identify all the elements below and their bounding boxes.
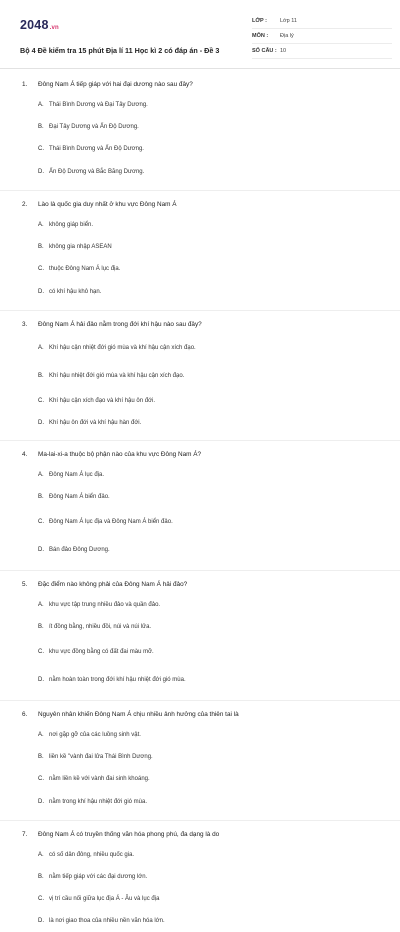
question-stem: [22, 580, 378, 594]
answer-option[interactable]: [38, 390, 210, 412]
answer-option[interactable]: [38, 281, 210, 304]
option-letter: A.: [38, 471, 44, 478]
option-text: Thái Bình Dương và Đại Tây Dương.: [49, 101, 148, 108]
answer-option[interactable]: [38, 746, 210, 768]
question-item: [22, 450, 378, 571]
question-separator: [0, 440, 400, 441]
meta-value: Lớp 11: [280, 18, 297, 24]
document-header: [20, 14, 382, 70]
option-letter: C.: [38, 648, 44, 655]
answer-option[interactable]: [38, 616, 210, 638]
option-text: Đại Tây Dương và Ấn Độ Dương.: [49, 123, 139, 130]
option-letter: D.: [38, 676, 44, 683]
question-text: Lào là quốc gia duy nhất ở khu vực Đông Nam Á: [38, 201, 177, 208]
answer-option[interactable]: [38, 486, 210, 508]
option-letter: C.: [38, 518, 44, 525]
option-text: vị trí cầu nối giữa lục địa Á - Âu và lục địa: [49, 895, 160, 902]
answer-options: [38, 214, 374, 304]
answer-options: [38, 844, 374, 932]
question-item: [22, 80, 378, 191]
answer-option[interactable]: [38, 236, 210, 258]
option-letter: D.: [38, 917, 44, 924]
option-letter: C.: [38, 266, 44, 272]
question-stem: [22, 450, 378, 464]
question-number: 6.: [22, 711, 28, 718]
option-letter: C.: [38, 146, 44, 152]
answer-option[interactable]: [38, 334, 210, 362]
question-number: 7.: [22, 831, 28, 838]
meta-label: MÔN :: [252, 33, 269, 39]
meta-value: 10: [280, 48, 287, 54]
option-text: Thái Bình Dương và Ấn Độ Dương.: [49, 146, 144, 152]
option-text: có số dân đông, nhiều quốc gia.: [49, 851, 135, 858]
header-divider: [0, 68, 400, 69]
logo-suffix-text: .vn: [49, 25, 59, 31]
answer-option[interactable]: [38, 214, 210, 236]
option-letter: B.: [38, 123, 44, 130]
question-text: Đông Nam Á có truyền thống văn hóa phong phú, đa dạng là do: [38, 831, 220, 838]
meta-row-subject: [252, 29, 392, 44]
question-stem: [22, 830, 378, 844]
answer-option[interactable]: [38, 844, 210, 866]
question-item: [22, 200, 378, 311]
option-text: không giáp biển.: [49, 221, 94, 228]
meta-row-count: [252, 44, 392, 59]
document-title: Bộ 4 Đề kiểm tra 15 phút Địa lí 11 Học kì 2 có đáp án - Đề 3: [20, 46, 220, 55]
option-text: nằm liền kề với vành đai sinh khoáng.: [49, 776, 150, 782]
question-text: Đặc điểm nào không phải của Đông Nam Á hải đảo?: [38, 581, 188, 588]
question-stem: [22, 200, 378, 214]
question-text: Đông Nam Á tiếp giáp với hai đại dương nào sau đây?: [38, 81, 193, 88]
option-text: Ấn Độ Dương và Bắc Băng Dương.: [49, 169, 145, 175]
option-text: Đông Nam Á biển đảo.: [49, 493, 110, 500]
option-letter: B.: [38, 753, 44, 760]
option-text: nằm hoàn toàn trong đới khí hậu nhiệt đới gió mùa.: [49, 676, 186, 683]
answer-option[interactable]: [38, 508, 210, 536]
answer-option[interactable]: [38, 161, 210, 184]
answer-option[interactable]: [38, 638, 210, 666]
option-text: liền kề "vành đai lửa Thái Bình Dương.: [49, 753, 153, 760]
answer-options: [38, 724, 374, 814]
option-letter: C.: [38, 397, 44, 404]
site-logo[interactable]: [20, 18, 59, 32]
option-letter: A.: [38, 731, 44, 738]
question-stem: [22, 710, 378, 724]
option-text: Đông Nam Á lục địa và Đông Nam Á biển đảo.: [49, 518, 173, 525]
meta-label: SỐ CÂU :: [252, 48, 277, 54]
question-list: [22, 80, 378, 932]
option-text: Khí hậu ôn đới và khí hậu hàn đới.: [49, 419, 142, 426]
question-item: [22, 320, 378, 441]
answer-option[interactable]: [38, 116, 210, 138]
meta-value: Địa lý: [280, 33, 294, 39]
option-letter: B.: [38, 243, 44, 250]
answer-option[interactable]: [38, 412, 210, 434]
option-text: nằm trong khí hậu nhiệt đới gió mùa.: [49, 799, 147, 805]
option-text: ít đồng bằng, nhiều đồi, núi và núi lửa.: [49, 623, 152, 630]
option-letter: B.: [38, 372, 44, 379]
answer-options: [38, 464, 374, 564]
answer-option[interactable]: [38, 768, 210, 791]
option-letter: B.: [38, 493, 44, 500]
question-separator: [0, 570, 400, 571]
option-letter: C.: [38, 895, 44, 902]
answer-option[interactable]: [38, 594, 210, 616]
option-letter: A.: [38, 344, 44, 351]
answer-options: [38, 594, 374, 694]
option-letter: C.: [38, 776, 44, 782]
question-number: 4.: [22, 451, 28, 458]
question-number: 1.: [22, 81, 28, 88]
question-number: 3.: [22, 321, 28, 328]
meta-label: LỚP :: [252, 18, 267, 24]
option-text: không gia nhập ASEAN: [49, 243, 112, 250]
option-letter: D.: [38, 169, 44, 175]
option-text: thuộc Đông Nam Á lục địa.: [49, 266, 121, 272]
answer-option[interactable]: [38, 464, 210, 486]
option-text: khu vực tập trung nhiều đảo và quần đảo.: [49, 601, 161, 608]
question-text: Ma-lai-xi-a thuộc bộ phận nào của khu vực Đông Nam Á?: [38, 451, 202, 458]
option-letter: D.: [38, 419, 44, 426]
answer-option[interactable]: [38, 866, 210, 888]
answer-option[interactable]: [38, 791, 210, 814]
option-letter: A.: [38, 851, 44, 858]
answer-option[interactable]: [38, 94, 210, 116]
question-item: [22, 580, 378, 701]
answer-options: [38, 334, 374, 434]
option-text: Bán đảo Đông Dương.: [49, 546, 110, 553]
question-number: 5.: [22, 581, 28, 588]
option-text: nơi gặp gỡ của các luồng sinh vật.: [49, 731, 141, 738]
question-separator: [0, 820, 400, 821]
question-text: Nguyên nhân khiến Đông Nam Á chịu nhiều ảnh hưởng của thiên tai là: [38, 711, 239, 718]
answer-option[interactable]: [38, 362, 210, 390]
option-letter: A.: [38, 601, 44, 608]
option-text: Khí hậu nhiệt đới gió mùa và khí hậu cận xích đạo.: [49, 372, 185, 379]
option-letter: A.: [38, 221, 44, 228]
answer-option[interactable]: [38, 910, 210, 932]
option-letter: D.: [38, 289, 44, 295]
question-text: Đông Nam Á hải đảo nằm trong đới khí hậu nào sau đây?: [38, 321, 202, 328]
question-item: [22, 710, 378, 821]
meta-row-class: [252, 14, 392, 29]
answer-options: [38, 94, 374, 184]
logo-main-text: 2048: [20, 18, 49, 32]
answer-option[interactable]: [38, 536, 210, 564]
option-text: là nơi giao thoa của nhiều nền văn hóa lớn.: [49, 917, 165, 924]
option-letter: D.: [38, 799, 44, 805]
question-separator: [0, 310, 400, 311]
answer-option[interactable]: [38, 888, 210, 910]
answer-option[interactable]: [38, 138, 210, 161]
question-number: 2.: [22, 201, 28, 208]
answer-option[interactable]: [38, 666, 210, 694]
option-letter: D.: [38, 546, 44, 553]
answer-option[interactable]: [38, 724, 210, 746]
option-text: khu vực đồng bằng có đất đai màu mỡ.: [49, 648, 154, 655]
option-letter: A.: [38, 101, 44, 108]
option-text: Đông Nam Á lục địa.: [49, 471, 105, 478]
option-text: nằm tiếp giáp với các đại dương lớn.: [49, 873, 148, 880]
option-letter: B.: [38, 873, 44, 880]
option-text: Khí hậu cận nhiệt đới gió mùa và khí hậu cận xích đạo.: [49, 344, 196, 351]
option-letter: B.: [38, 623, 44, 630]
option-text: có khí hậu khô hạn.: [49, 289, 102, 295]
meta-table: [252, 14, 392, 59]
question-item: [22, 830, 378, 932]
option-text: Khí hậu cận xích đạo và khí hậu ôn đới.: [49, 397, 156, 404]
question-separator: [0, 190, 400, 191]
question-stem: [22, 320, 378, 334]
question-separator: [0, 700, 400, 701]
answer-option[interactable]: [38, 258, 210, 281]
question-stem: [22, 80, 378, 94]
